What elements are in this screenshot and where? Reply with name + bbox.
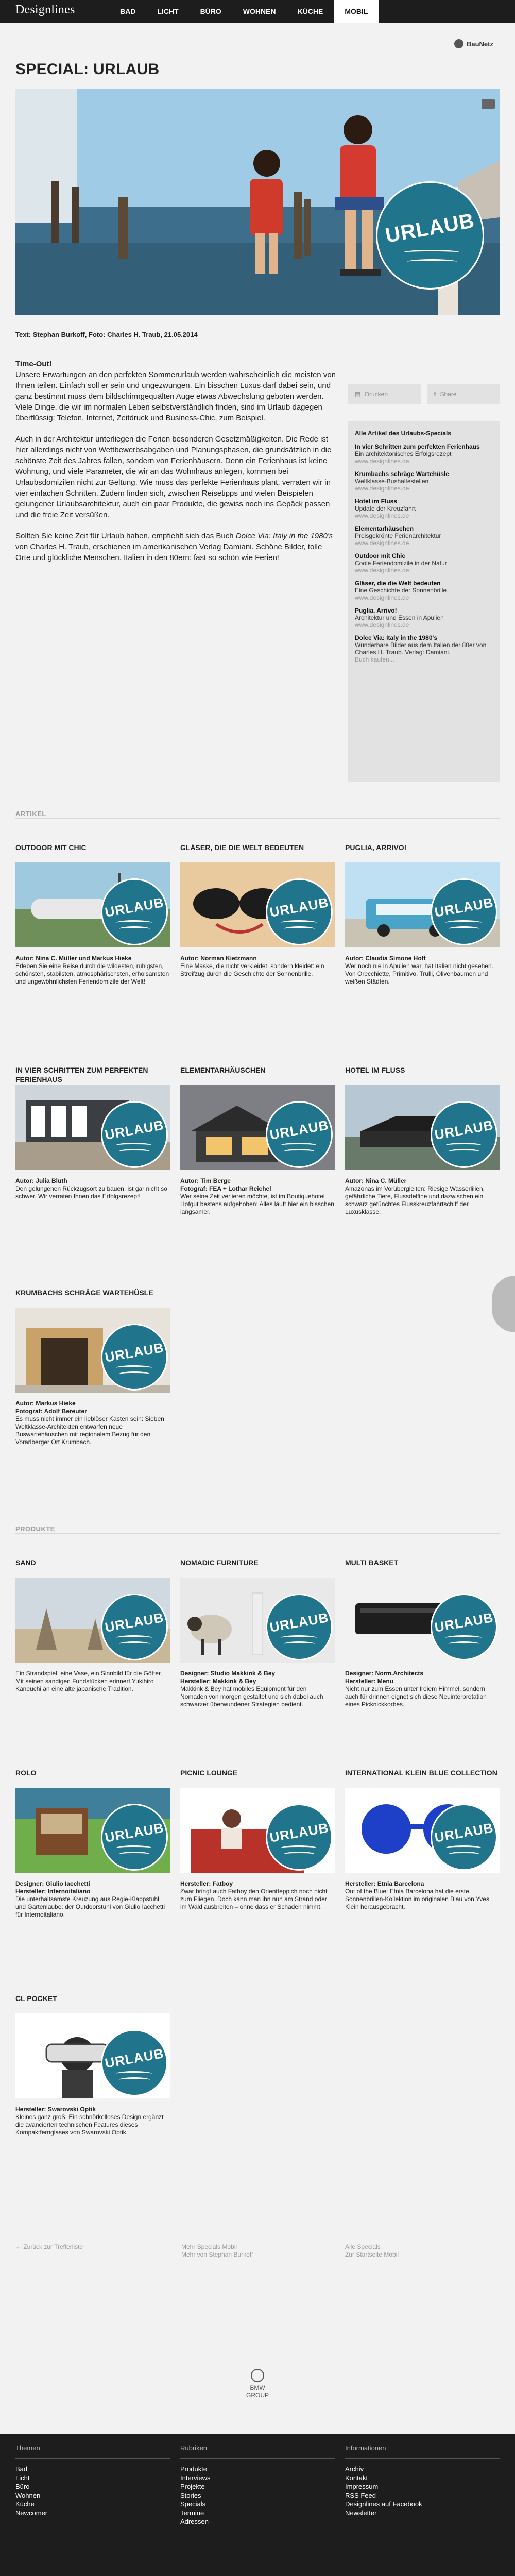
product-card[interactable] (15, 1558, 170, 1693)
wave-icon-2 (119, 1149, 150, 1154)
footer-heading: Rubriken (180, 2444, 335, 2459)
urlaub-badge-label: URLAUB (104, 2045, 165, 2071)
product-card[interactable] (180, 1558, 335, 1708)
print-label: Drucken (365, 391, 388, 398)
top-navigation-bar (0, 0, 515, 23)
article-card[interactable] (345, 843, 500, 986)
share-bar (348, 384, 500, 404)
footer-link[interactable]: Specials (180, 2500, 206, 2508)
article-paragraph-1 (15, 359, 337, 423)
card-thumbnail[interactable] (15, 1788, 170, 1873)
card-author: Autor: Norman Kietzmann (180, 955, 257, 962)
footer-link[interactable]: Stories (180, 2492, 201, 2499)
sidebar-item-title: Krumbachs schräge Wartehüsle (355, 470, 449, 478)
wave-icon (445, 1635, 482, 1640)
product-card[interactable] (15, 1768, 170, 1919)
card-author-secondary: Fotograf: Adolf Bereuter (15, 1408, 87, 1415)
card-author: Designer: Studio Makkink & Bey (180, 1670, 276, 1677)
card-meta (180, 1670, 335, 1708)
card-meta (180, 1880, 335, 1911)
card-teaser: Nicht nur zum Essen unter freiem Himmel, sondern auch für drinnen eignet sich diese Neuinterpretation eines Picknickkorbes. (345, 1685, 487, 1708)
sidebar-item-desc: Weltklasse-Bushaltestellen (355, 478, 429, 485)
article-card[interactable] (345, 1065, 500, 1216)
urlaub-badge (431, 878, 497, 945)
urlaub-badge-label: URLAUB (104, 1609, 165, 1635)
card-title[interactable]: IN VIER SCHRITTEN ZUM PERFEKTEN FERIENHAUS (15, 1066, 148, 1083)
card-author-secondary: Hersteller: Internoitaliano (15, 1888, 91, 1895)
card-thumbnail[interactable] (180, 862, 335, 947)
all-links (345, 2243, 399, 2259)
more-specials-link[interactable]: Mehr Specials Mobil (181, 2243, 237, 2250)
footer-link[interactable]: Designlines auf Facebook (345, 2500, 422, 2508)
sidebar-item-desc: Eine Geschichte der Sonnenbrille (355, 587, 447, 594)
product-card[interactable] (345, 1558, 500, 1708)
site-footer (0, 2434, 515, 2576)
product-card[interactable] (345, 1768, 500, 1911)
card-meta (180, 1177, 335, 1216)
share-button[interactable] (427, 384, 500, 404)
card-author: Autor: Tim Berge (180, 1177, 231, 1184)
card-thumbnail[interactable] (345, 1085, 500, 1170)
card-meta (180, 955, 335, 978)
card-title[interactable]: MULTI BASKET (345, 1558, 399, 1567)
article-lead: Time-Out! (15, 360, 52, 368)
sidebar-article-link[interactable] (355, 443, 492, 465)
footer-link[interactable]: Projekte (180, 2483, 205, 2490)
home-mobil-link[interactable]: Zur Startseite Mobil (345, 2251, 399, 2258)
sidebar-article-link[interactable] (355, 498, 492, 519)
card-title[interactable]: KRUMBACHS SCHRÄGE WARTEHÜSLE (15, 1289, 153, 1297)
card-meta (15, 1400, 170, 1446)
card-thumbnail[interactable] (345, 1788, 500, 1873)
card-teaser: Es muss nicht immer ein lieblöser Kasten sein: Sieben Weltklasse-Architekten entwarfen neue Buswartehäuschen mit regionalem Bezug für den Vorarlberger Ort Krumbach. (15, 1415, 164, 1446)
nav-bad[interactable]: BAD (120, 7, 136, 15)
urlaub-badge (101, 1101, 168, 1168)
wave-icon-2 (119, 926, 150, 931)
wave-icon (116, 1845, 152, 1851)
card-teaser: Kleines ganz groß: Ein schnörkelloses Design ergänzt die avancierten technischen Features dieses Kompaktfernglases von Swarovski Optik. (15, 2113, 164, 2136)
sidebar-item-url: www.designlines.de (355, 539, 409, 547)
footer-col-rubriken (180, 2444, 335, 2526)
wave-icon-2 (284, 1641, 315, 1647)
urlaub-badge (266, 1101, 333, 1168)
card-meta (15, 1880, 170, 1919)
sidebar-item-url: www.designlines.de (355, 457, 409, 465)
sidebar-item-url: www.designlines.de (355, 594, 409, 601)
urlaub-badge-label: URLAUB (268, 1609, 330, 1635)
card-thumbnail[interactable] (15, 862, 170, 947)
back-link[interactable] (15, 2243, 83, 2251)
nav-buero[interactable]: BÜRO (200, 7, 221, 15)
nav-wohnen[interactable]: WOHNEN (243, 7, 276, 15)
wave-icon (116, 1365, 152, 1370)
sidebar-article-link[interactable] (355, 525, 492, 547)
footer-link[interactable]: Büro (15, 2483, 30, 2490)
card-author: Designer: Norm.Architects (345, 1670, 424, 1677)
card-meta (15, 2106, 170, 2137)
divider (15, 1533, 500, 1534)
footer-link[interactable]: Produkte (180, 2465, 208, 2473)
card-teaser: Die unterhaltsamste Kreuzung aus Regie-Klappstuhl und Gartenlaube: der Outdoorstuhl von Giulio Iacchetti für Internoitaliano. (15, 1895, 165, 1918)
card-author: Autor: Claudia Simone Hoff (345, 955, 426, 962)
card-thumbnail[interactable] (180, 1788, 335, 1873)
urlaub-badge (101, 878, 168, 945)
urlaub-badge-label: URLAUB (433, 1820, 495, 1845)
wave-icon-2 (284, 1149, 315, 1154)
urlaub-badge-label: URLAUB (104, 1340, 165, 1365)
card-teaser: Makkink & Bey hat mobiles Equipment für den Nomaden von morgen gestaltet und sich dabei auch schwarzer überwundener Strategien bedient. (180, 1685, 323, 1708)
wave-icon (116, 1635, 152, 1640)
card-teaser: Amazonas im Vorübergleiten: Riesige Wasserlilien, gefährliche Tiere, Flussdelfine und dazwischen ein schwarz getünchtes Flusskreuzfahrtschiff der Luxusklasse. (345, 1185, 485, 1215)
wave-icon (403, 250, 460, 255)
site-logo[interactable]: Designlines (15, 3, 75, 16)
card-meta (345, 1670, 500, 1708)
nav-kueche[interactable]: KÜCHE (297, 7, 323, 15)
main-nav (109, 0, 379, 23)
wave-icon-2 (119, 1371, 150, 1377)
urlaub-badge-label: URLAUB (104, 894, 165, 920)
wave-icon (281, 1845, 317, 1851)
footer-link[interactable]: Küche (15, 2500, 35, 2508)
card-teaser: Zwar bringt auch Fatboy den Orientteppich noch nicht zum Fliegen. Doch kann man ihn nun am Strand oder im Wald ausbreiten – ohne dass er Schaden nimmt. (180, 1888, 328, 1910)
card-author-secondary: Hersteller: Makkink & Bey (180, 1677, 256, 1685)
footer-heading: Themen (15, 2444, 170, 2459)
sidebar-item-title: In vier Schritten zum perfekten Ferienhaus (355, 443, 480, 450)
footer-link[interactable]: Wohnen (15, 2492, 41, 2499)
wave-icon-2 (449, 926, 479, 931)
card-teaser: Wer seine Zeit verlieren möchte, ist im Boutiquehotel Hofgut bestens aufgehoben: Alles läuft hier ein bisschen langsamer. (180, 1193, 334, 1215)
urlaub-badge (431, 1804, 497, 1871)
card-title[interactable]: HOTEL IM FLUSS (345, 1066, 405, 1074)
wave-icon-2 (449, 1149, 479, 1154)
card-title[interactable]: ROLO (15, 1769, 37, 1777)
sidebar-article-link[interactable] (355, 580, 492, 601)
wave-icon (445, 920, 482, 925)
sidebar-item-url: www.designlines.de (355, 485, 409, 492)
article-card[interactable] (15, 1065, 170, 1200)
footer-link[interactable]: Termine (180, 2509, 204, 2517)
baunetz-icon (454, 39, 464, 48)
card-teaser: Ein Strandspiel, eine Vase, ein Sinnbild für die Götter. Mit seinen sandigen Fundstücken erinnert Yukihiro Kaneuchi an eine alte japanische Tradition. (15, 1670, 162, 1692)
sidebar-item-title: Hotel im Fluss (355, 498, 398, 505)
card-author-secondary: Fotograf: FEA + Lothar Reichel (180, 1185, 271, 1192)
sidebar-item-desc: Coole Feriendomizile in der Natur (355, 560, 447, 567)
footer-link[interactable]: Newcomer (15, 2509, 48, 2517)
urlaub-badge (101, 1804, 168, 1871)
card-author: Hersteller: Swarovski Optik (15, 2106, 96, 2113)
article-paragraph-2: Auch in der Architektur unterliegen die Ferien besonderen Gesetzmäßigkeiten. Die Rede ist hier allerdings nicht von Wettbewerbsabgaben und Planungsphasen, die grundsätzlich in die schönste Zeit des Jahres fallen, sondern von Ferienhäusern. Denn ein Ferienhaus ist keine Wohnung, und viele Parameter, die wir an das Wohnhaus anlegen, kommen bei Urlaubsdomizilen nicht zur Geltung. Wie muss das perfekte Ferienhaus plant, verraten wir in vier einfachen Schritten. Zudem finden sich, zwischen Reisetipps und vielen Beispielen gelungener Urlaubsarchitektur, auch ein paar Produkte, die gewiss noch ins Gepäck passen und die freie Zeit versüßen. (15, 435, 332, 519)
urlaub-badge (101, 1324, 168, 1391)
wave-icon-2 (119, 2077, 150, 2082)
urlaub-badge-label: URLAUB (433, 1609, 495, 1635)
sidebar-item-url: www.designlines.de (355, 512, 409, 519)
sidebar-item-desc: Update der Kreuzfahrt (355, 505, 416, 512)
footer-link[interactable]: Bad (15, 2465, 28, 2473)
section-label-articles: ARTIKEL (15, 810, 52, 818)
all-specials-link[interactable]: Alle Specials (345, 2243, 381, 2250)
urlaub-badge-label: URLAUB (104, 1820, 165, 1845)
article-card[interactable] (180, 1065, 335, 1216)
urlaub-badge (376, 181, 484, 290)
article-card[interactable] (15, 843, 170, 986)
back-link-label: ← Zurück zur Trefferliste (15, 2243, 83, 2250)
more-links (181, 2243, 253, 2259)
footer-link[interactable]: Kontakt (345, 2474, 368, 2482)
card-thumbnail[interactable] (15, 2013, 170, 2098)
sidebar-item-url: www.designlines.de (355, 621, 409, 629)
urlaub-badge (266, 878, 333, 945)
card-thumbnail[interactable] (345, 1578, 500, 1663)
urlaub-badge (431, 1594, 497, 1660)
special-sidebar (348, 421, 500, 782)
card-author: Autor: Markus Hieke (15, 1400, 76, 1407)
sidebar-title: Alle Artikel des Urlaubs-Specials (355, 430, 451, 437)
facebook-icon: f (434, 391, 436, 398)
card-title[interactable]: OUTDOOR MIT CHIC (15, 843, 87, 852)
article-text-3b: von Charles H. Traub, erschienen im amerikanischen Verlag Damiani. Schöne Bilder, tolle Orte und glückliche Menschen. Italien in den 80ern: fast so schön wie Ferien! (15, 543, 322, 562)
product-card[interactable] (180, 1768, 335, 1911)
wave-icon-2 (284, 926, 315, 931)
wave-icon (281, 1635, 317, 1640)
footer-col-themen (15, 2444, 170, 2517)
article-card[interactable] (180, 843, 335, 978)
article-text-3a: Sollten Sie keine Zeit für Urlaub haben, empfiehlt sich das Buch (15, 532, 236, 540)
sidebar-item-title: Puglia, Arrivo! (355, 607, 397, 614)
page-title: SPECIAL: URLAUB (15, 61, 160, 78)
urlaub-badge (101, 1594, 168, 1660)
footer-link[interactable]: RSS Feed (345, 2492, 376, 2499)
footer-link[interactable]: Impressum (345, 2483, 379, 2490)
bmw-icon (251, 2369, 264, 2382)
card-author: Autor: Julia Bluth (15, 1177, 67, 1184)
sidebar-item-desc: Architektur und Essen in Apulien (355, 614, 444, 621)
urlaub-badge-label: URLAUB (433, 894, 495, 920)
print-icon: ▤ (355, 391, 361, 398)
urlaub-badge (431, 1101, 497, 1168)
card-author: Hersteller: Etnia Barcelona (345, 1880, 424, 1887)
share-label: Share (440, 391, 457, 398)
wave-icon-2 (407, 259, 457, 264)
card-teaser: Den gelungenen Rückzugsort zu bauen, ist gar nicht so schwer. Wir verraten Ihnen das Erfolgsrezept! (15, 1185, 167, 1200)
sidebar-item-url: www.designlines.de (355, 567, 409, 574)
baunetz-label: BauNetz (466, 40, 493, 48)
wave-icon (116, 2071, 152, 2076)
urlaub-badge-label: URLAUB (104, 1117, 165, 1143)
wave-icon (281, 920, 317, 925)
wave-icon (281, 1143, 317, 1148)
card-meta (15, 1177, 170, 1200)
footer-col-informationen (345, 2444, 500, 2517)
sidebar-item-title: Elementarhäuschen (355, 525, 414, 532)
urlaub-badge-label: URLAUB (383, 209, 476, 247)
card-teaser: Erleben Sie eine Reise durch die wildesten, ruhigsten, schönsten, stabilsten, atmosphärischsten, erholsamsten und ungewöhnlichsten Feriendomizile der Welt! (15, 962, 169, 985)
wave-icon-2 (119, 1641, 150, 1647)
footer-link[interactable]: Newsletter (345, 2509, 377, 2517)
footer-link[interactable]: Interviews (180, 2474, 211, 2482)
urlaub-badge (101, 2029, 168, 2096)
card-thumbnail[interactable] (15, 1578, 170, 1663)
product-card[interactable] (15, 1994, 170, 2137)
card-title[interactable]: CL POCKET (15, 1994, 57, 2003)
card-thumbnail[interactable] (345, 862, 500, 947)
article-card[interactable] (15, 1288, 170, 1446)
urlaub-badge-label: URLAUB (268, 1820, 330, 1845)
footer-heading: Informationen (345, 2444, 500, 2459)
card-author: Autor: Nina C. Müller (345, 1177, 407, 1184)
card-meta (15, 1670, 170, 1693)
card-title[interactable]: INTERNATIONAL KLEIN BLUE COLLECTION (345, 1769, 497, 1777)
more-author-link[interactable]: Mehr von Stephan Burkoff (181, 2251, 253, 2258)
card-author-secondary: Hersteller: Menu (345, 1677, 394, 1685)
urlaub-badge-label: URLAUB (268, 894, 330, 920)
sidebar-item-desc: Wunderbare Bilder aus dem Italien der 80er von Charles H. Traub. Verlag: Damiani. (355, 641, 487, 656)
card-title[interactable]: PUGLIA, ARRIVO! (345, 843, 407, 852)
footer-link[interactable]: Adressen (180, 2518, 209, 2526)
card-thumbnail[interactable] (15, 1085, 170, 1170)
footer-link[interactable]: Archiv (345, 2465, 364, 2473)
card-title[interactable]: PICNIC LOUNGE (180, 1769, 238, 1777)
card-thumbnail[interactable] (15, 1308, 170, 1393)
sidebar-article-link[interactable] (355, 634, 492, 663)
wave-icon-2 (449, 1641, 479, 1647)
urlaub-badge-label: URLAUB (433, 1117, 495, 1143)
sidebar-article-link[interactable] (355, 607, 492, 629)
wave-icon (445, 1845, 482, 1851)
urlaub-badge (266, 1594, 333, 1660)
section-label-products: PRODUKTE (15, 1525, 60, 1533)
bmw-group-logo[interactable] (242, 2369, 273, 2399)
card-teaser: Eine Maske, die nicht verkleidet, sondern kleidet: ein Streifzug durch die Geschichte der Sonnenbrille. (180, 962, 324, 977)
card-thumbnail[interactable] (180, 1578, 335, 1663)
footer-link[interactable]: Licht (15, 2474, 30, 2482)
article-paragraph-3 (15, 531, 337, 563)
sidebar-item-title: Outdoor mit Chic (355, 552, 405, 560)
wave-icon-2 (119, 1852, 150, 1857)
article-body (15, 359, 337, 573)
nav-mobil[interactable]: MOBIL (334, 0, 379, 23)
print-button[interactable] (348, 384, 421, 404)
sidebar-article-link[interactable] (355, 470, 492, 492)
wave-icon (116, 920, 152, 925)
sidebar-item-url: Buch kaufen... (355, 656, 394, 663)
wave-icon (445, 1143, 482, 1148)
urlaub-badge (266, 1804, 333, 1871)
article-credit: Text: Stephan Burkoff, Foto: Charles H. Traub, 21.05.2014 (15, 331, 198, 338)
card-meta (345, 1177, 500, 1216)
wave-icon (116, 1143, 152, 1148)
bmw-label: BMW GROUP (246, 2384, 269, 2399)
wave-icon-2 (284, 1852, 315, 1857)
card-author: Hersteller: Fatboy (180, 1880, 233, 1887)
card-title[interactable]: ELEMENTARHÄUSCHEN (180, 1066, 266, 1074)
divider (15, 818, 500, 819)
card-title[interactable]: NOMADIC FURNITURE (180, 1558, 259, 1567)
sidebar-item-desc: Preisgekrönte Ferienarchitektur (355, 532, 441, 539)
book-title: Dolce Via: Italy in the 1980's (235, 532, 333, 540)
sidebar-item-title: Dolce Via: Italy in the 1980's (355, 634, 438, 641)
hero-image (15, 89, 500, 315)
card-meta (15, 955, 170, 986)
card-teaser: Wer noch nie in Apulien war, hat Italien nicht gesehen. Von Orecchiette, Primitivo, Trulli, Olivenbäumen und weißen Städten. (345, 962, 493, 985)
card-thumbnail[interactable] (180, 1085, 335, 1170)
card-author: Autor: Nina C. Müller und Markus Hieke (15, 955, 132, 962)
card-teaser: Out of the Blue: Etnia Barcelona hat die erste Sonnenbrillen-Kollektion im originalen Blau von Yves Klein herausgebracht. (345, 1888, 489, 1910)
card-title[interactable]: SAND (15, 1558, 36, 1567)
sidebar-item-desc: Ein architektonisches Erfolgsrezept (355, 450, 452, 457)
baunetz-logo[interactable] (454, 39, 493, 48)
card-author: Designer: Giulio Iacchetti (15, 1880, 90, 1887)
card-meta (345, 955, 500, 986)
nav-licht[interactable]: LICHT (157, 7, 179, 15)
wave-icon-2 (449, 1852, 479, 1857)
article-text-1: Unsere Erwartungen an den perfekten Sommerurlaub werden wahrscheinlich die meisten von Ihnen teilen. Einfach soll er sein und ungezwungen. Ein bisschen Luxus darf dabei sein, und ganz bestimmt muss dem bildschirmgequälten Auge etwas Abwechslung geboten werden. Viele Dinge, die wir im normalen Leben selbstverständlich finden, sind im Urlaub dagegen überflüssig: Telefon, Internet, Zeitdruck und Business-Chic, zum Beispiel. (15, 370, 336, 422)
urlaub-badge-label: URLAUB (268, 1117, 330, 1143)
sidebar-article-link[interactable] (355, 552, 492, 574)
card-title[interactable]: GLÄSER, DIE DIE WELT BEDEUTEN (180, 843, 304, 852)
camera-icon (482, 99, 495, 109)
card-meta (345, 1880, 500, 1911)
scroll-top-button[interactable] (492, 1276, 515, 1332)
sidebar-item-title: Gläser, die die Welt bedeuten (355, 580, 441, 587)
